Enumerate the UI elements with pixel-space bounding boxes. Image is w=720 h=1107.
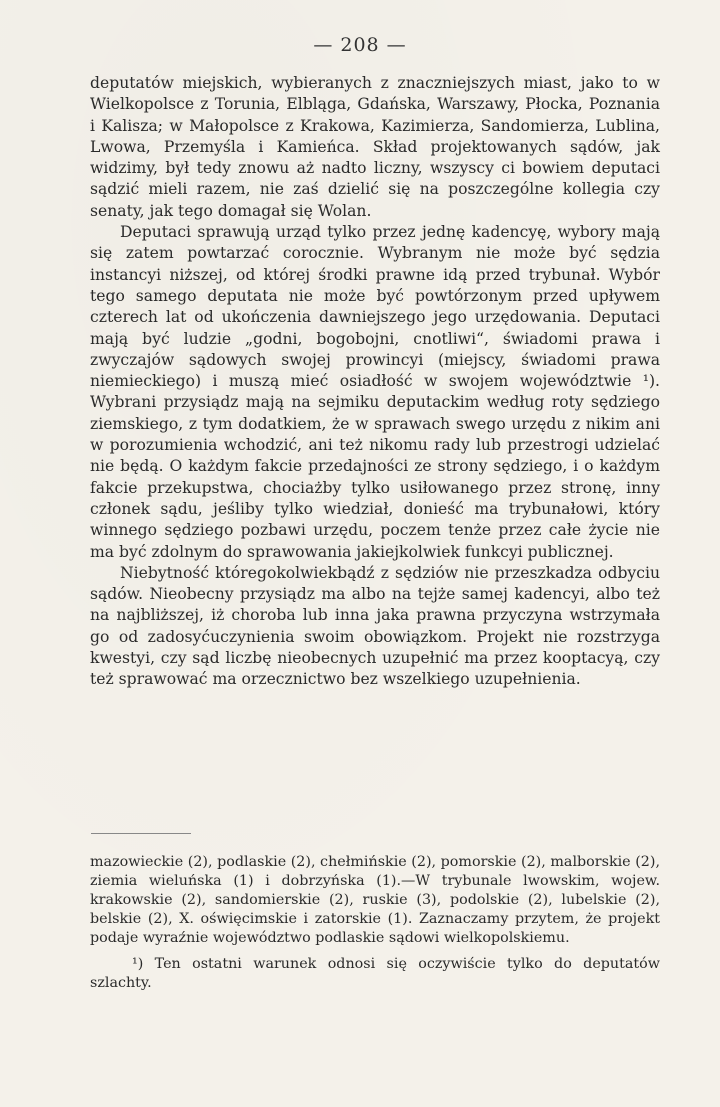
paragraph-3: Niebytność któregokolwiekbądź z sędziów nie przeszkadza odbyciu sądów. Nieobecny przysiądz ma albo na tejże samej kadencyi, albo też na najbliższej, iż choroba lub inna jaka prawna przyczyna wstrzymała go od zadosyćuczynienia swoim obowiązkom. Projekt nie rozstrzyga kwestyi, czy sąd liczbę nieobecnych uzupełnić ma przez kooptacyą, czy też sprawować ma orzecznictwo bez wszelkiego uzupełnienia. bbox=[90, 563, 660, 689]
paragraph-1: deputatów miejskich, wybieranych z znaczniejszych miast, jako to w Wielkopolsce z Torunia, Elbląga, Gdańska, Warszawy, Płocka, Poznania i Kalisza; w Małopolsce z Krakowa, Kazimierza, Sandomierza, Lublina, Lwowa, Przemyśla i Kamieńca. Skład projektowanych sądów, jak widzimy, był tedy znowu aż nadto liczny, wszyscy ci bowiem deputaci sądzić mieli razem, nie zaś dzielić się na poszczególne kollegia czy senaty, jak tego domagał się Wolan. bbox=[90, 74, 660, 220]
page-number: — 208 — bbox=[313, 34, 407, 56]
footnote-1: ¹) Ten ostatni warunek odnosi się oczywiście tylko do deputatów szlachty. bbox=[90, 956, 660, 991]
footnotes bbox=[90, 853, 660, 993]
footnote-divider bbox=[91, 833, 191, 834]
main-text bbox=[90, 73, 660, 691]
footnote-continuation: mazowieckie (2), podlaskie (2), chełmińskie (2), pomorskie (2), malborskie (2), ziemia wieluńska (1) i dobrzyńska (1).—W trybunale lwowskim, wojew. krakowskie (2), sandomierskie (2), ruskie (3), podolskie (2), lubelskie (2), belskie (2), X. oświęcimskie i zatorskie (1). Zaznaczamy przytem, że projekt podaje wyraźnie województwo podlaskie sądowi wielkopolskiemu. bbox=[90, 854, 660, 946]
paragraph-2: Deputaci sprawują urząd tylko przez jednę kadencyę, wybory mają się zatem powtarzać corocznie. Wybranym nie może być sędzia instancyi niższej, od której środki prawne idą przed trybunał. Wybór tego samego deputata nie może być powtórzonym przed upływem czterech lat od ukończenia dawniejszego jego urzędowania. Deputaci mają być ludzie „godni, bogobojni, cnotliwi“, świadomi prawa i zwyczajów sądowych swojej prowincyi (miejscy, świadomi prawa niemieckiego) i muszą mieć osiadłość w swojem województwie ¹). Wybrani przysiądz mają na sejmiku deputackim według roty sędziego ziemskiego, z tym dodatkiem, że w sprawach swego urzędu z nikim ani w porozumienia wchodzić, ani też nikomu rady lub przestrogi udzielać nie będą. O każdym fakcie przedajności ze strony sędziego, i o każdym fakcie przekupstwa, chociażby tylko usiłowanego przez stronę, inny członek sądu, jeśliby tylko wiedział, donieść ma trybunałowi, który winnego sędziego pozbawi urzędu, poczem tenże przez całe życie nie ma być zdolnym do sprawowania jakiejkolwiek funkcyi publicznej. bbox=[90, 223, 660, 561]
